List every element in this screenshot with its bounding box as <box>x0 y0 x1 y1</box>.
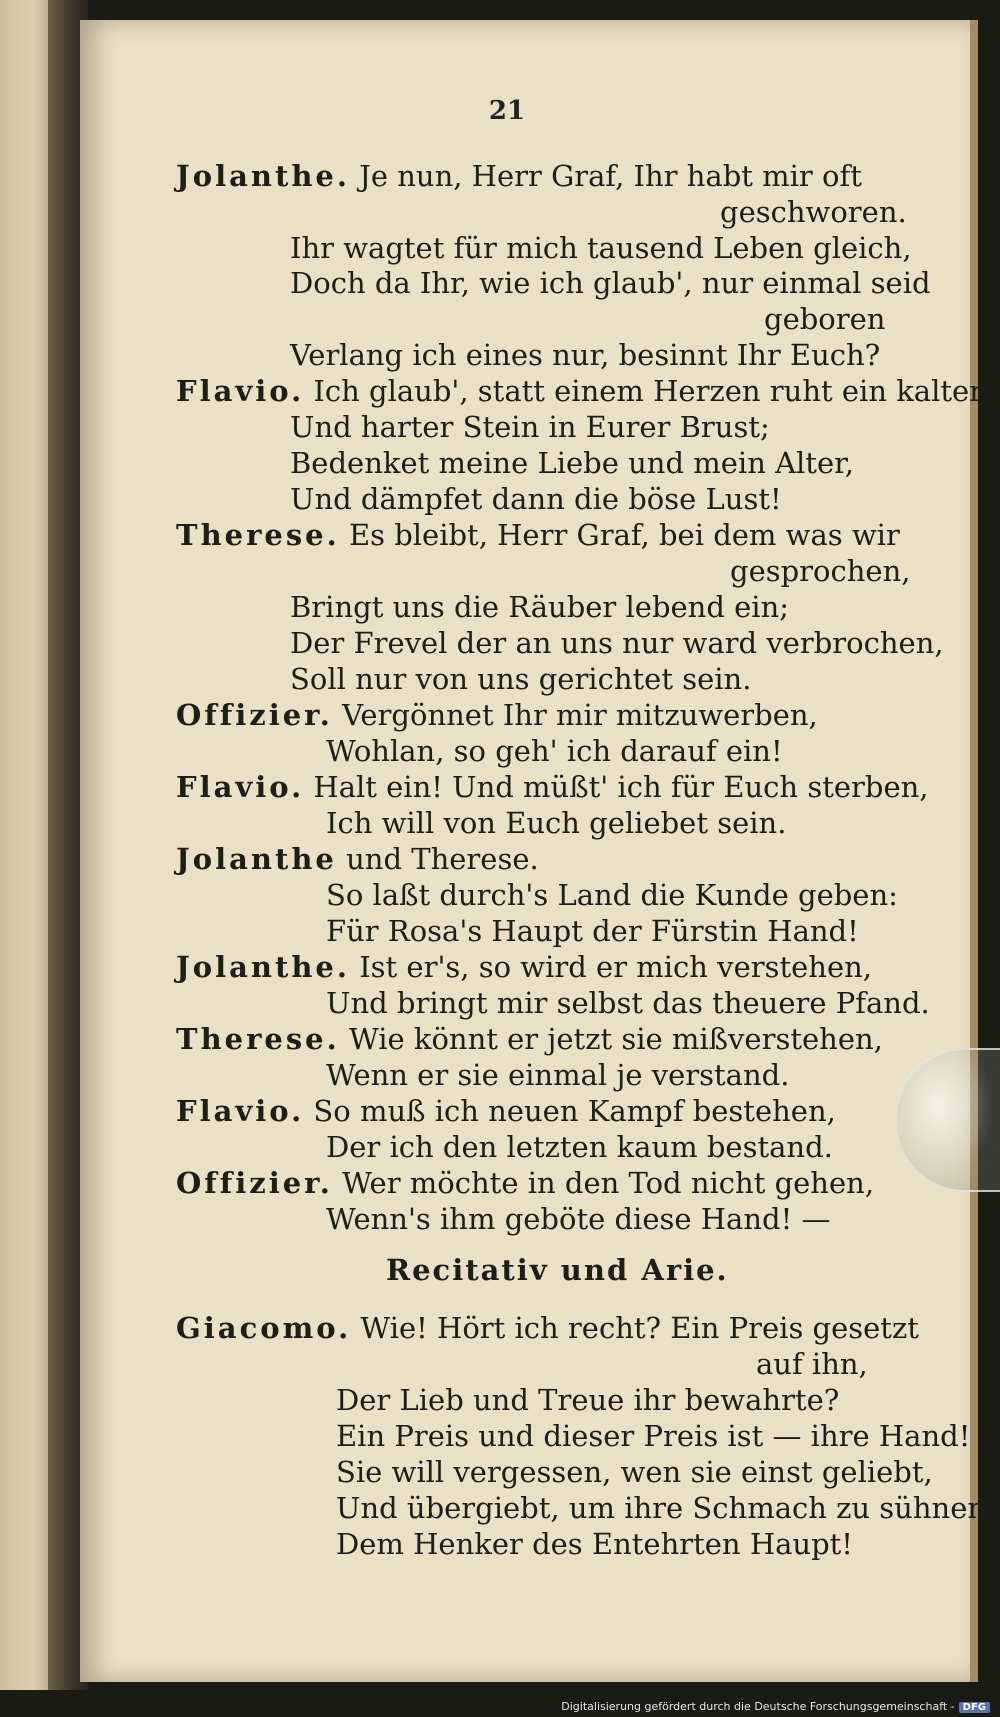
text-line <box>176 841 539 877</box>
text-line: So laßt durch's Land die Kunde geben: <box>326 878 898 912</box>
text-line: Bedenket meine Liebe und mein Alter, <box>290 446 855 480</box>
text-line <box>176 158 862 194</box>
line-text: Wie! Hört ich recht? Ein Preis gesetzt <box>360 1311 919 1345</box>
text-line: Ich will von Euch geliebet sein. <box>326 806 787 840</box>
text-line: Wohlan, so geh' ich darauf ein! <box>326 734 783 768</box>
speaker-name: Therese. <box>176 518 340 552</box>
text-line <box>176 949 872 985</box>
text-line: Verlang ich eines nur, besinnt Ihr Euch? <box>290 338 881 372</box>
text-line: geboren <box>764 302 886 336</box>
text-line: Doch da Ihr, wie ich glaub', nur einmal seid <box>290 266 931 300</box>
line-text: Je nun, Herr Graf, Ihr habt mir oft <box>359 159 862 193</box>
speaker-name: Offizier. <box>176 1166 333 1200</box>
text-line: Und bringt mir selbst das theuere Pfand. <box>326 986 930 1020</box>
text-line: Dem Henker des Entehrten Haupt! <box>336 1527 853 1561</box>
line-text: Halt ein! Und müßt' ich für Euch sterben, <box>313 770 929 804</box>
speaker-name: Therese. <box>176 1022 340 1056</box>
speaker-name: Offizier. <box>176 698 333 732</box>
text-line <box>176 769 929 805</box>
line-text: Ich glaub', statt einem Herzen ruht ein kalter <box>313 374 984 408</box>
text-line: geschworen. <box>720 195 907 229</box>
line-text: Vergönnet Ihr mir mitzuwerben, <box>342 698 818 732</box>
line-text: Wie könnt er jetzt sie mißverstehen, <box>348 1022 883 1056</box>
speaker-name: Giacomo. <box>176 1311 352 1345</box>
text-line: auf ihn, <box>756 1347 868 1381</box>
text-line <box>176 1165 874 1201</box>
text-line: Für Rosa's Haupt der Fürstin Hand! <box>326 914 859 948</box>
digitization-credit <box>561 1700 990 1713</box>
text-line <box>176 517 900 553</box>
text-line: Der Lieb und Treue ihr bewahrte? <box>336 1383 840 1417</box>
text-line: Und dämpfet dann die böse Lust! <box>290 482 782 516</box>
speaker-name: Jolanthe. <box>176 159 350 193</box>
text-line: Bringt uns die Räuber lebend ein; <box>290 590 790 624</box>
line-text: So muß ich neuen Kampf bestehen, <box>313 1094 836 1128</box>
section-heading: Recitativ und Arie. <box>386 1253 729 1287</box>
speaker-name: Flavio. <box>176 1094 305 1128</box>
page-number: 21 <box>488 96 526 126</box>
text-line <box>176 373 983 409</box>
text-line: Ein Preis und dieser Preis ist — ihre Hand! <box>336 1419 971 1453</box>
text-line <box>176 697 818 733</box>
text-line: Und übergiebt, um ihre Schmach zu sühnen, <box>336 1491 996 1525</box>
text-line <box>176 1093 836 1129</box>
text-line: Der ich den letzten kaum bestand. <box>326 1130 833 1164</box>
text-line: Der Frevel der an uns nur ward verbrochen, <box>290 626 944 660</box>
speaker-name: Jolanthe <box>176 842 337 876</box>
speaker-name: Flavio. <box>176 770 305 804</box>
text-line: Wenn's ihm geböte diese Hand! — <box>326 1202 831 1236</box>
line-text: und Therese. <box>346 842 539 876</box>
text-line: Und harter Stein in Eurer Brust; <box>290 410 770 444</box>
line-text: Ist er's, so wird er mich verstehen, <box>359 950 873 984</box>
speaker-name: Jolanthe. <box>176 950 350 984</box>
text-line: Ihr wagtet für mich tausend Leben gleich, <box>290 231 912 265</box>
text-line: Wenn er sie einmal je verstand. <box>326 1058 790 1092</box>
text-line <box>176 1310 919 1346</box>
speaker-name: Flavio. <box>176 374 305 408</box>
text-line: Sie will vergessen, wen sie einst geliebt, <box>336 1455 933 1489</box>
text-line: gesprochen, <box>730 554 911 588</box>
credit-text: Digitalisierung gefördert durch die Deutsche Forschungsgemeinschaft - <box>561 1700 955 1713</box>
line-text: Wer möchte in den Tod nicht gehen, <box>342 1166 875 1200</box>
text-line: Soll nur von uns gerichtet sein. <box>290 662 752 696</box>
line-text: Es bleibt, Herr Graf, bei dem was wir <box>348 518 900 552</box>
book-page <box>80 20 996 1682</box>
dfg-logo: DFG <box>959 1702 990 1713</box>
text-line <box>176 1021 883 1057</box>
